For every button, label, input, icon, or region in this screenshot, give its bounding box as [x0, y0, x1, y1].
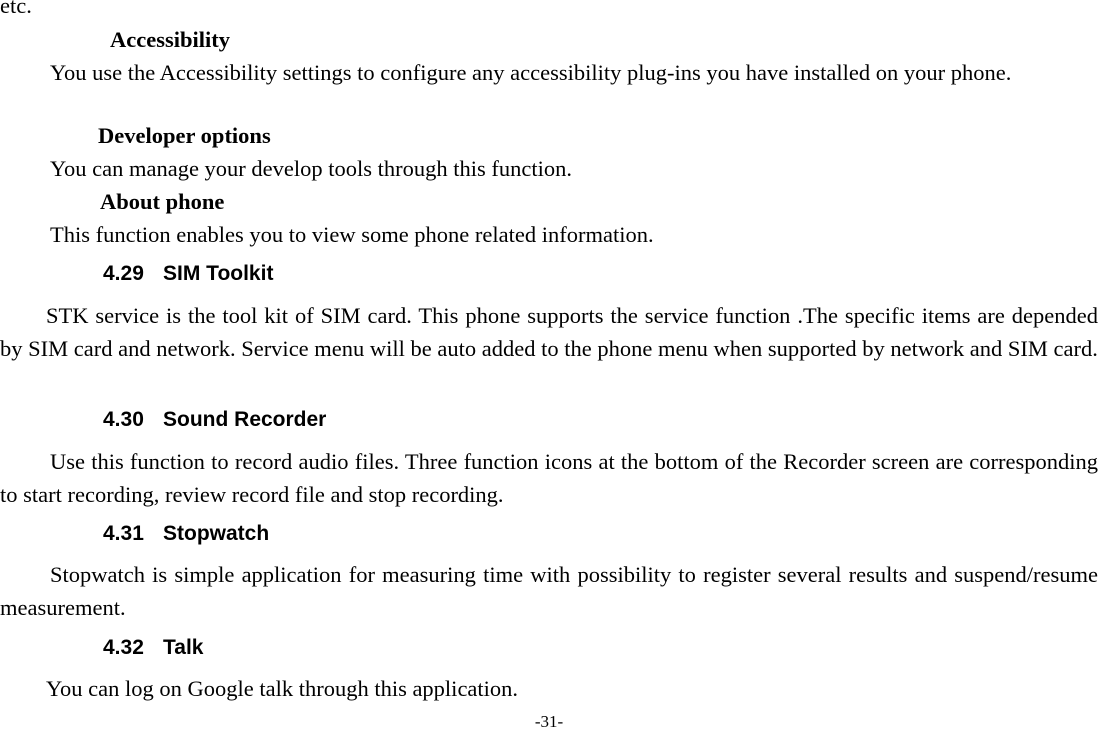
subheading-accessibility: Accessibility — [110, 27, 230, 52]
page-number: -31- — [534, 712, 564, 731]
paragraph-sim-toolkit: STK service is the tool kit of SIM card. This phone supports the service function .The specific items are depended by SIM card and network. Service menu will be auto added to the phone menu when supported by network and SIM card. — [0, 303, 1098, 361]
section-title: Sound Recorder — [163, 408, 327, 431]
lead-text: etc. — [0, 0, 32, 18]
paragraph-developer-options: You can manage your develop tools through this function. — [50, 156, 573, 181]
paragraph-stopwatch: Stopwatch is simple application for measuring time with possibility to register several results and suspend/resume measurement. — [0, 562, 1098, 620]
section-number: 4.32 — [103, 636, 144, 659]
section-title: Stopwatch — [163, 522, 270, 545]
section-title: SIM Toolkit — [163, 262, 274, 285]
section-number: 4.30 — [103, 408, 144, 431]
paragraph-accessibility: You use the Accessibility settings to configure any accessibility plug-ins you have installed on your phone. — [50, 60, 1012, 85]
paragraph-talk: You can log on Google talk through this application. — [46, 676, 519, 701]
section-heading-stopwatch — [103, 522, 269, 546]
paragraph-about-phone: This function enables you to view some phone related information. — [50, 222, 654, 247]
paragraph-sound-recorder: Use this function to record audio files. Three function icons at the bottom of the Recorder screen are corresponding to start recording, review record file and stop recording. — [0, 449, 1098, 507]
section-heading-talk — [103, 636, 203, 660]
section-heading-sound-recorder — [103, 408, 326, 432]
section-title: Talk — [163, 636, 204, 659]
subheading-developer-options: Developer options — [98, 123, 271, 148]
section-heading-sim-toolkit — [103, 262, 273, 286]
section-number: 4.29 — [103, 262, 144, 285]
section-number: 4.31 — [103, 522, 144, 545]
subheading-about-phone: About phone — [100, 189, 225, 214]
